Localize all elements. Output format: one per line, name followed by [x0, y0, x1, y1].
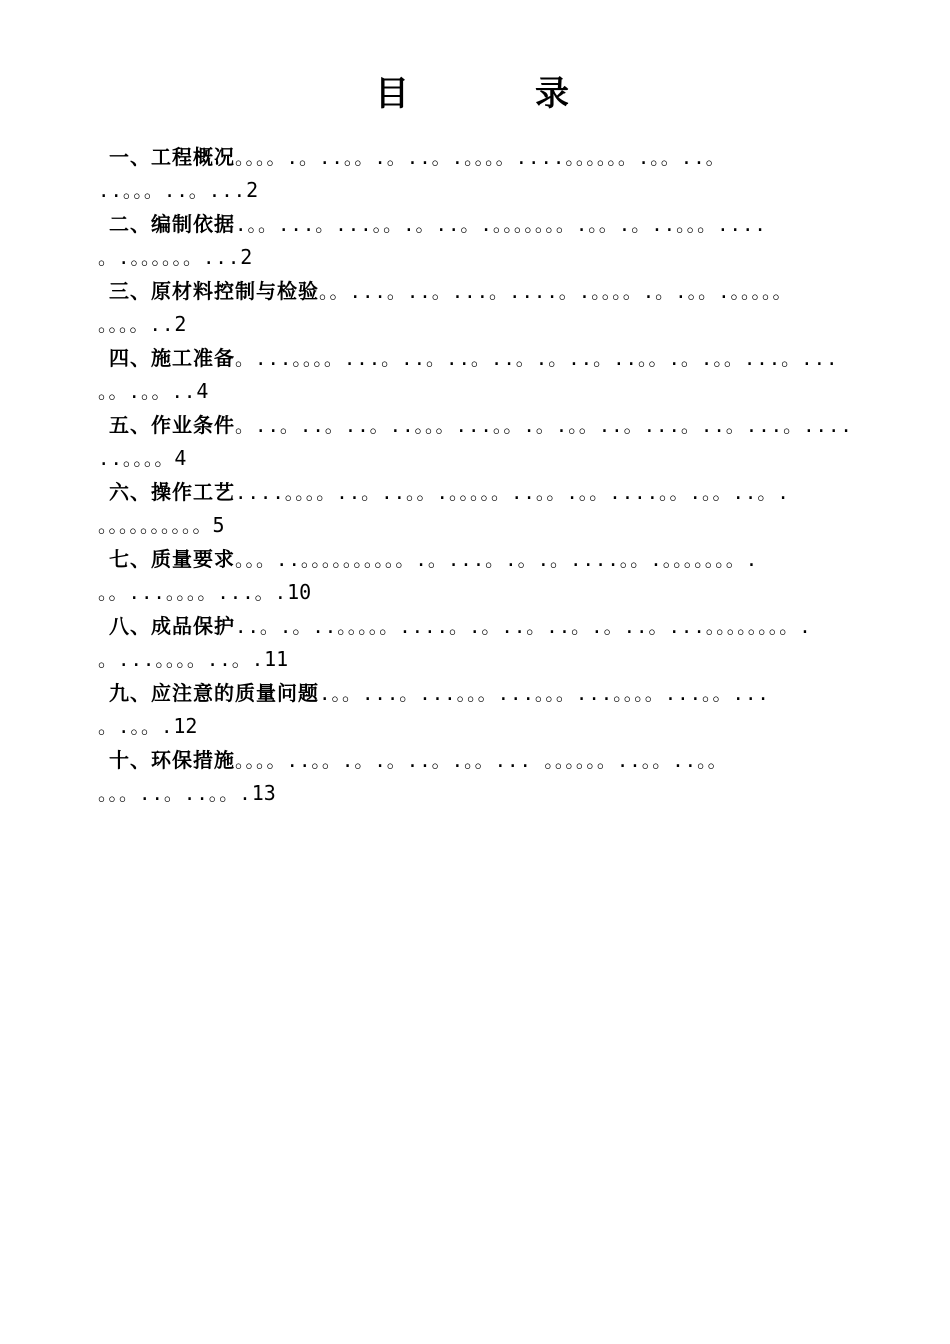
- leader-dots: 。。.。。..: [98, 381, 197, 403]
- toc-heading: 一、工程概况: [109, 145, 235, 169]
- toc-line2: [96, 174, 878, 207]
- leader-dots: 。...。。。。...。..。..。..。.。..。..。。.。.。。...。...: [235, 348, 839, 370]
- toc-page-number: 10: [287, 580, 312, 604]
- toc-line1: [96, 342, 878, 375]
- toc-line2: [96, 308, 878, 341]
- toc-page-number: 13: [251, 781, 276, 805]
- toc-entry[interactable]: [96, 610, 878, 677]
- toc-page-number: 12: [173, 714, 198, 738]
- toc-line1: [96, 610, 878, 643]
- leader-dots: ..。。。。: [98, 448, 175, 470]
- toc-line1: [96, 543, 878, 576]
- toc-line1: [96, 744, 878, 777]
- toc-heading: 九、应注意的质量问题: [109, 681, 319, 705]
- leader-dots: 。。。。.。..。。.。..。.。。。。....。。。。。。.。。..。: [235, 147, 726, 169]
- toc-line1: [96, 677, 878, 710]
- toc-heading: 五、作业条件: [109, 413, 235, 437]
- toc-line2: [96, 576, 878, 609]
- toc-line1: [96, 476, 878, 509]
- toc-page-number: 11: [264, 647, 289, 671]
- toc-heading: 四、施工准备: [109, 346, 235, 370]
- leader-dots: 。。。。..。。.。.。..。.。。... 。。。。。。..。。..。。: [235, 750, 728, 772]
- toc-entry[interactable]: [96, 476, 878, 543]
- toc-entry[interactable]: [96, 342, 878, 409]
- leader-dots: 。.。。。。。。...: [98, 247, 241, 269]
- toc-entry[interactable]: [96, 677, 878, 744]
- leader-dots: ..。.。..。。。。。....。.。..。..。.。..。...。。。。。。。。.: [235, 616, 812, 638]
- toc-page-number: 2: [240, 245, 253, 269]
- toc-heading: 七、质量要求: [109, 547, 235, 571]
- leader-dots: 。...。。。。..。.: [98, 649, 265, 671]
- leader-dots: 。。...。。。。...。.: [98, 582, 288, 604]
- toc-page-number: 4: [174, 446, 187, 470]
- toc-line1: [96, 141, 878, 174]
- toc-line1: [96, 208, 878, 241]
- toc-heading: 三、原材料控制与检验: [109, 279, 319, 303]
- toc-line2: [96, 710, 878, 743]
- toc-entry[interactable]: [96, 409, 878, 476]
- toc-heading: 八、成品保护: [109, 614, 235, 638]
- toc-title: 目 录: [375, 74, 615, 114]
- toc-line2: [96, 241, 878, 274]
- toc-line1: [96, 275, 878, 308]
- leader-dots: 。。...。..。...。....。.。。。。.。.。。.。。。。。: [319, 281, 793, 303]
- leader-dots: 。。。..。。。。。。。。。。.。...。.。.。....。。.。。。。。。。.: [235, 549, 759, 571]
- toc-line2: [96, 375, 878, 408]
- toc-entry[interactable]: [96, 543, 878, 610]
- toc-line2: [96, 643, 878, 676]
- toc-entry[interactable]: [96, 744, 878, 811]
- toc-page-number: 2: [246, 178, 259, 202]
- leader-dots: .。。...。...。。.。..。.。。。。。。。.。。.。..。。。....: [235, 214, 767, 236]
- toc-list: [96, 141, 878, 811]
- toc-heading: 二、编制依据: [109, 212, 235, 236]
- toc-entry[interactable]: [96, 275, 878, 342]
- toc-line2: [96, 777, 878, 810]
- toc-heading: 六、操作工艺: [109, 480, 235, 504]
- toc-entry[interactable]: [96, 208, 878, 275]
- toc-page-number: 4: [196, 379, 209, 403]
- leader-dots: 。..。..。..。..。。。...。。.。.。。..。...。..。...。....: [235, 415, 853, 437]
- toc-entry[interactable]: [96, 141, 878, 208]
- leader-dots: 。。。..。..。。.: [98, 783, 252, 805]
- leader-dots: 。.。。.: [98, 716, 174, 738]
- toc-page-number: 2: [174, 312, 187, 336]
- leader-dots: 。。。。..: [98, 314, 175, 336]
- leader-dots: 。。。。。。。。。。: [98, 515, 213, 537]
- leader-dots: ....。。。。..。..。。.。。。。。..。。.。。....。。.。。..。.: [235, 482, 790, 504]
- toc-line1: [96, 409, 878, 442]
- toc-heading: 十、环保措施: [109, 748, 235, 772]
- toc-page-number: 5: [212, 513, 225, 537]
- leader-dots: .。。...。...。。。...。。。...。。。。...。。...: [319, 683, 770, 705]
- toc-line2: [96, 509, 878, 542]
- leader-dots: ..。。。..。...: [98, 180, 247, 202]
- toc-line2: [96, 442, 878, 475]
